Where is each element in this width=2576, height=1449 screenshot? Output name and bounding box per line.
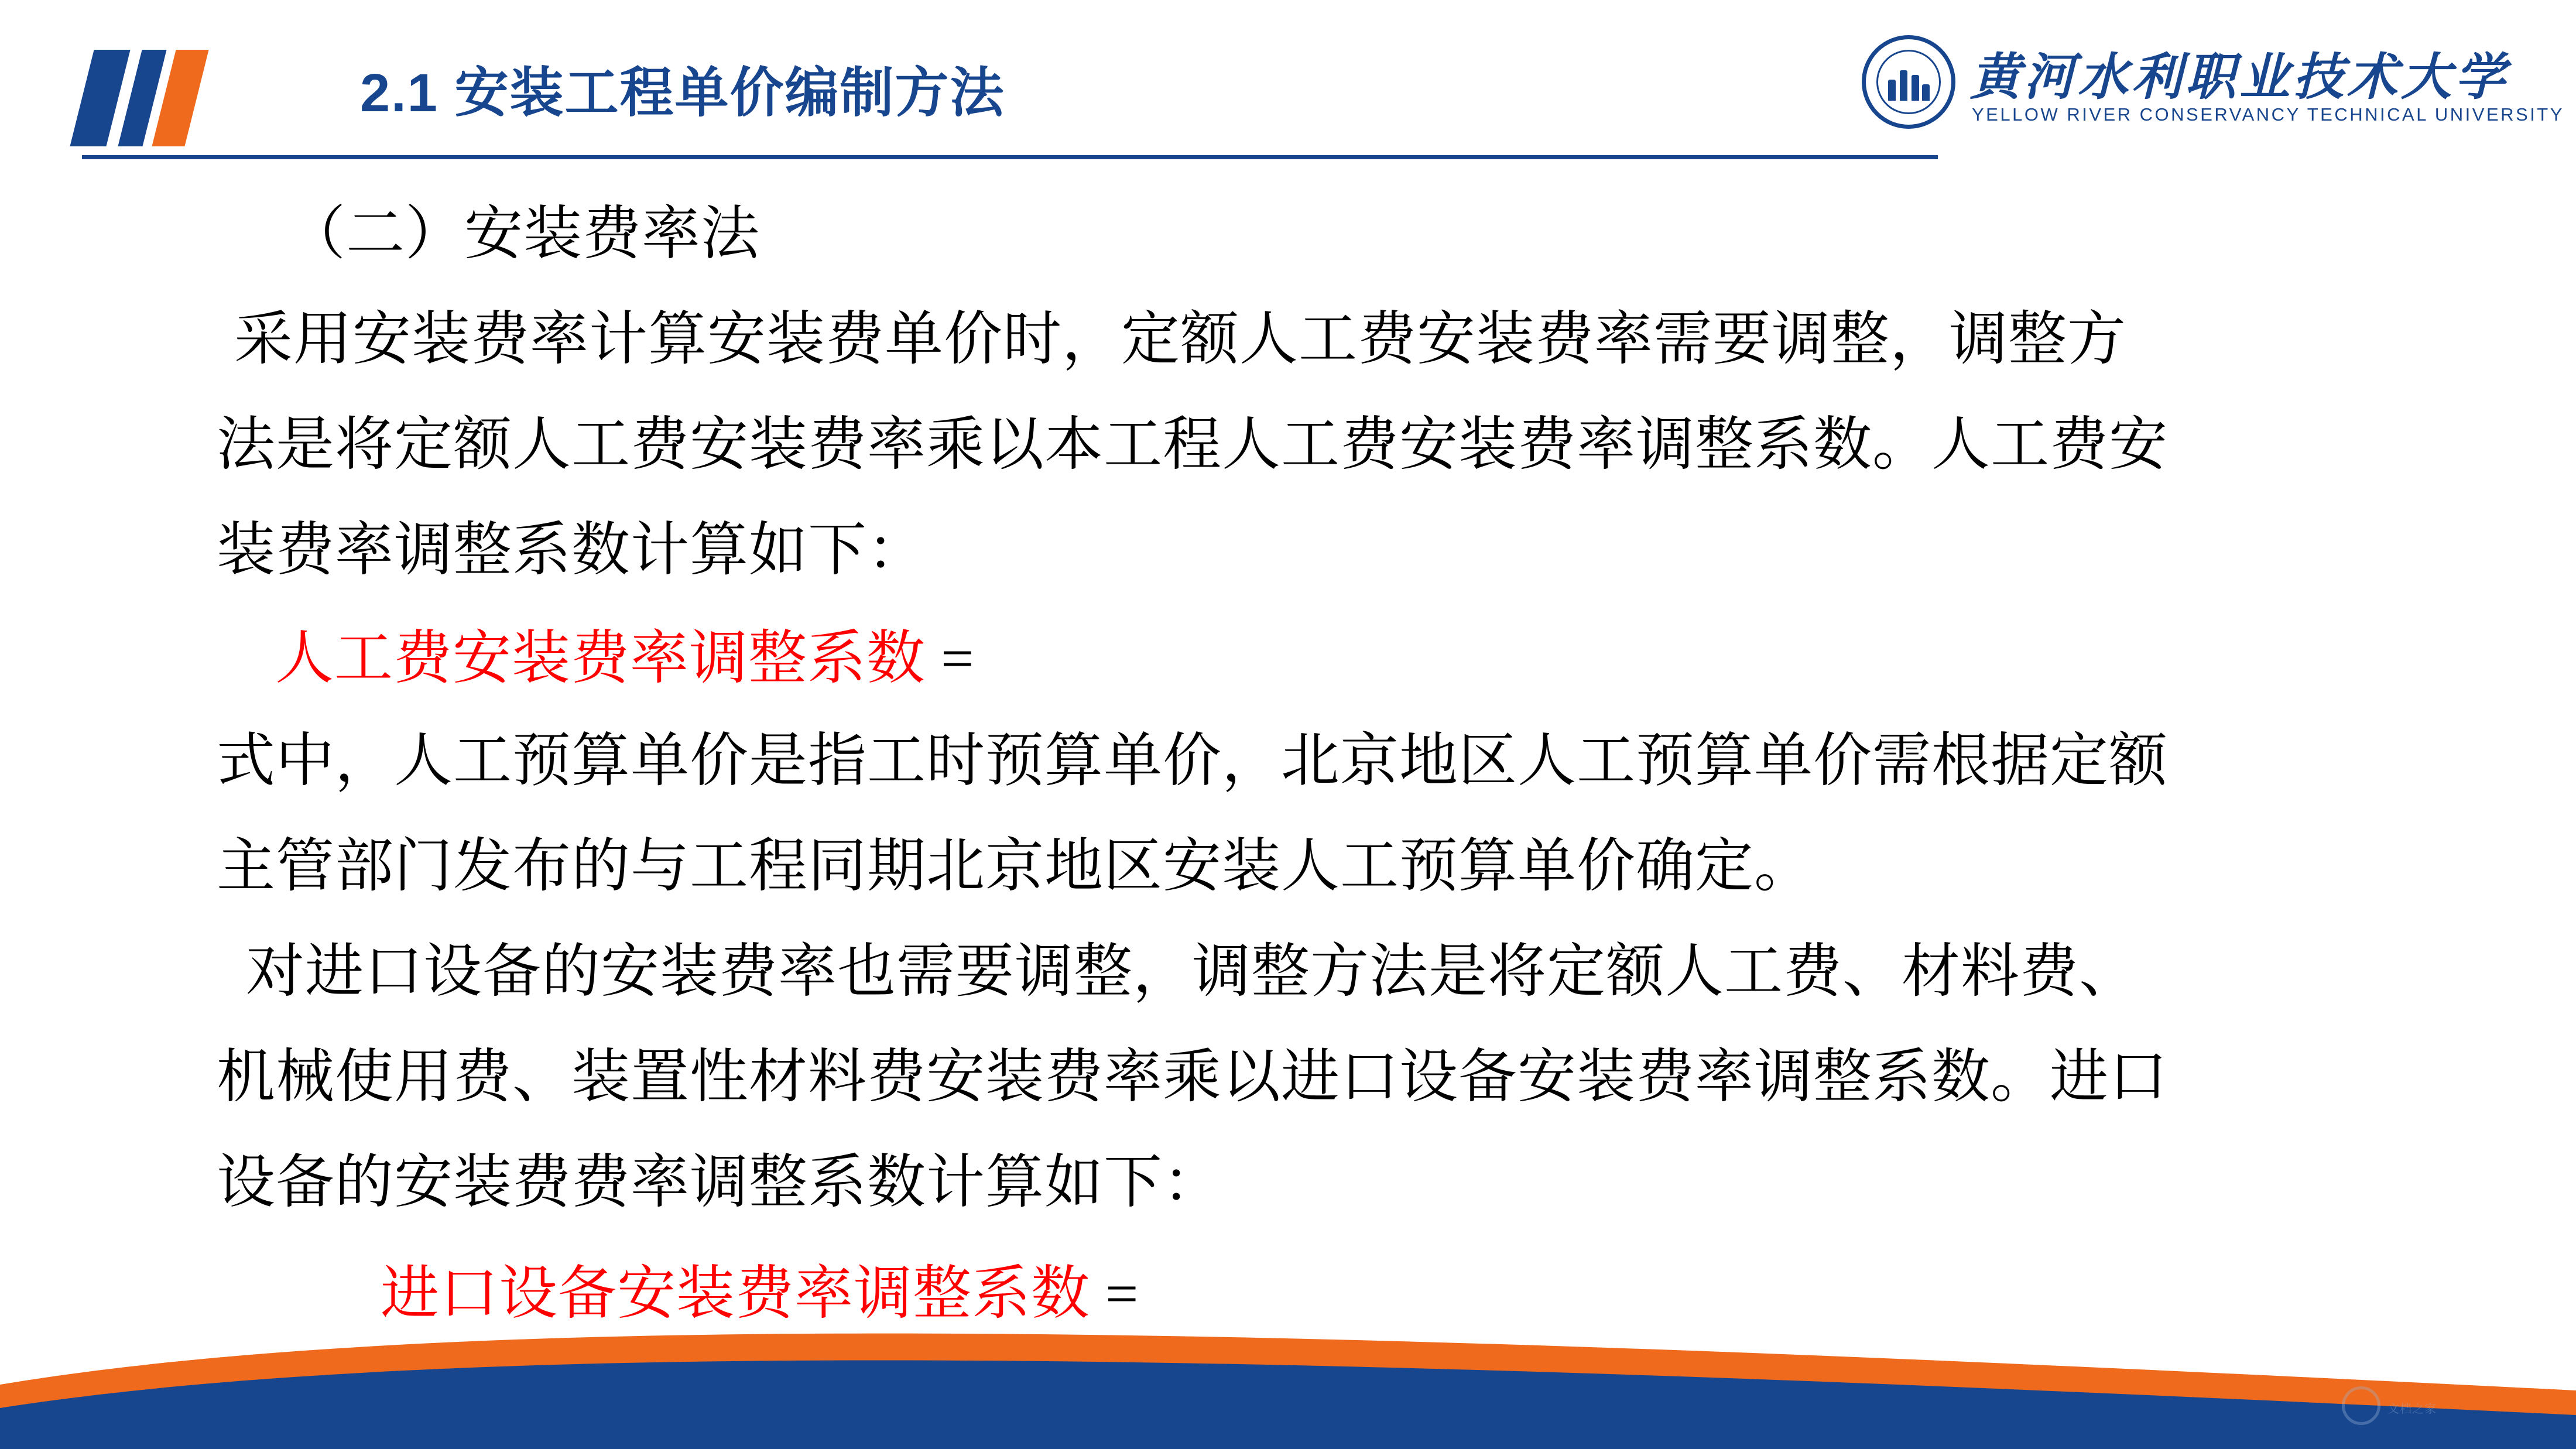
formula2-equals: =	[1105, 1261, 1139, 1326]
footer-swoosh-icon	[0, 1314, 2576, 1449]
body-heading: （二）安装费率法	[287, 201, 760, 266]
paragraph2-line1: 式中，人工预算单价是指工时预算单价，北京地区人工预算单价需根据定额	[217, 728, 2168, 793]
seal-wave-icon	[1887, 67, 1930, 101]
university-logo	[1844, 23, 2564, 141]
header-accent-bars	[82, 50, 228, 146]
watermark	[2342, 1382, 2471, 1434]
paragraph3-line2: 机械使用费、装置性材料费安装费率乘以进口设备安装费率调整系数。进口	[217, 1044, 2168, 1109]
paragraph3-line1: 对进口设备的安装费率也需要调整，调整方法是将定额人工费、材料费、	[246, 939, 2138, 1004]
formula1-equals: =	[941, 626, 975, 691]
footer-decoration	[0, 1314, 2576, 1449]
paragraph1-line3: 装费率调整系数计算如下：	[217, 518, 926, 583]
formula2-label: 进口设备安装费率调整系数	[381, 1261, 1090, 1326]
formula1-row	[275, 626, 975, 691]
formula1-label: 人工费安装费率调整系数	[275, 626, 926, 691]
paragraph3-line3: 设备的安装费费率调整系数计算如下：	[217, 1150, 1222, 1215]
paragraph1-line1: 采用安装费率计算安装费单价时，定额人工费安装费率需要调整，调整方	[234, 307, 2126, 372]
university-seal-icon	[1862, 35, 1955, 129]
watermark-ring-icon	[2342, 1386, 2380, 1425]
page-title: 2.1 安装工程单价编制方法	[360, 63, 1005, 123]
paragraph2-line2: 主管部门发布的与工程同期北京地区安装人工预算单价确定。	[217, 834, 1813, 899]
header-divider	[82, 155, 1938, 159]
university-name-cn: 黄河水利职业技术大学	[1970, 49, 2509, 105]
university-name-en: YELLOW RIVER CONSERVANCY TECHNICAL UNIVERSITY	[1972, 104, 2564, 125]
paragraph1-line2: 法是将定额人工费安装费率乘以本工程人工费安装费率调整系数。人工费安	[217, 412, 2168, 477]
slide-header	[0, 0, 2576, 161]
watermark-label: 文档之家	[2387, 1403, 2437, 1416]
